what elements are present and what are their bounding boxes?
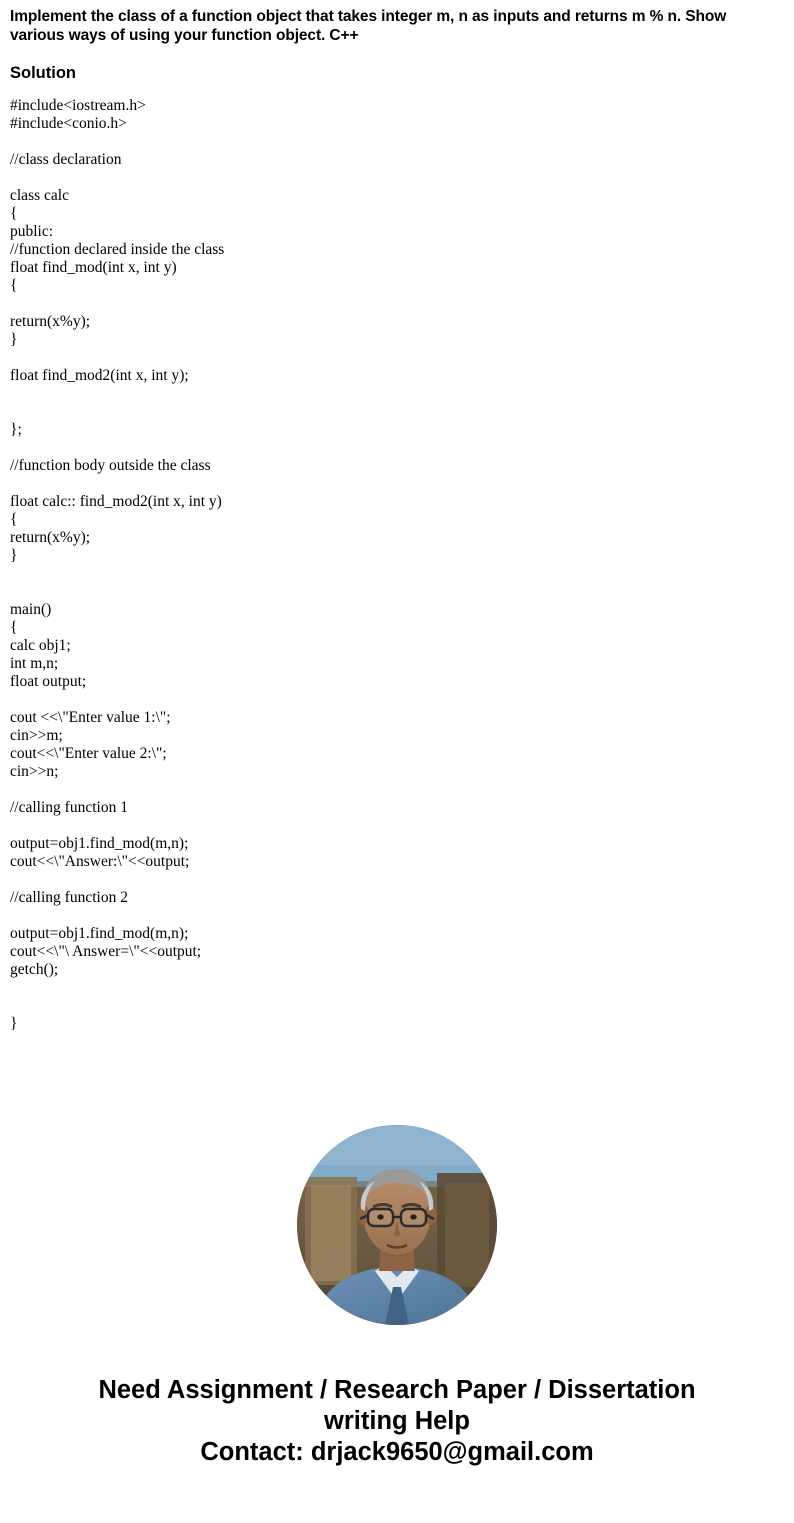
code-line: main() <box>10 600 52 618</box>
code-line: calc obj1; <box>10 636 71 654</box>
code-line <box>10 907 784 925</box>
code-line: return(x%y); <box>10 528 91 546</box>
code-line: { <box>10 204 18 222</box>
code-line <box>10 385 784 403</box>
code-line: output=obj1.find_mod(m,n); <box>10 924 189 942</box>
code-line: float find_mod2(int x, int y); <box>10 366 189 384</box>
code-line: #include<iostream.h> <box>10 96 146 114</box>
code-line: //calling function 1 <box>10 798 128 816</box>
code-line: public: <box>10 222 54 240</box>
code-line: output=obj1.find_mod(m,n); <box>10 834 189 852</box>
footer-line-2: writing Help <box>324 1406 470 1435</box>
code-line: int m,n; <box>10 654 59 672</box>
avatar-container <box>10 1125 784 1325</box>
code-line: cout<<\"Answer:\"<<output; <box>10 852 190 870</box>
code-line <box>10 169 784 187</box>
code-line: float find_mod(int x, int y) <box>10 258 177 276</box>
code-line: { <box>10 276 18 294</box>
code-line <box>10 583 784 601</box>
code-line: #include<conio.h> <box>10 114 127 132</box>
code-line: } <box>10 1014 18 1032</box>
code-line: //class declaration <box>10 150 122 168</box>
code-line <box>10 133 784 151</box>
code-line: cin>>m; <box>10 726 63 744</box>
code-line: { <box>10 510 18 528</box>
code-line <box>10 403 784 421</box>
code-line <box>10 871 784 889</box>
code-line: return(x%y); <box>10 312 91 330</box>
code-line: cout<<\"\ Answer=\"<<output; <box>10 942 202 960</box>
code-line: float calc:: find_mod2(int x, int y) <box>10 492 222 510</box>
code-line: { <box>10 618 18 636</box>
code-line <box>10 475 784 493</box>
code-line <box>10 817 784 835</box>
code-line: getch(); <box>10 960 59 978</box>
code-line: cout<<\"Enter value 2:\"; <box>10 744 167 762</box>
code-block <box>10 97 784 1033</box>
question-text: Implement the class of a function object that takes integer m, n as inputs and returns m % n. Show various ways of using your function object. C++ <box>10 8 727 44</box>
code-line <box>10 979 784 997</box>
code-line <box>10 439 784 457</box>
code-line <box>10 781 784 799</box>
code-line: cout <<\"Enter value 1:\"; <box>10 708 171 726</box>
code-line <box>10 349 784 367</box>
code-line: } <box>10 546 18 564</box>
code-line: float output; <box>10 672 87 690</box>
footer-line-1: Need Assignment / Research Paper / Dissertation <box>98 1375 696 1404</box>
code-line: } <box>10 330 18 348</box>
avatar <box>297 1125 497 1325</box>
code-line: //function body outside the class <box>10 456 211 474</box>
code-line <box>10 997 784 1015</box>
code-line <box>10 295 784 313</box>
code-line <box>10 565 784 583</box>
solution-heading: Solution <box>10 63 76 82</box>
code-line: //calling function 2 <box>10 888 128 906</box>
code-line: }; <box>10 420 22 438</box>
footer-line-3: Contact: drjack9650@gmail.com <box>200 1437 594 1466</box>
code-line <box>10 691 784 709</box>
code-line: class calc <box>10 186 69 204</box>
code-line: cin>>n; <box>10 762 59 780</box>
footer-contact <box>10 1375 784 1468</box>
code-line: //function declared inside the class <box>10 240 225 258</box>
